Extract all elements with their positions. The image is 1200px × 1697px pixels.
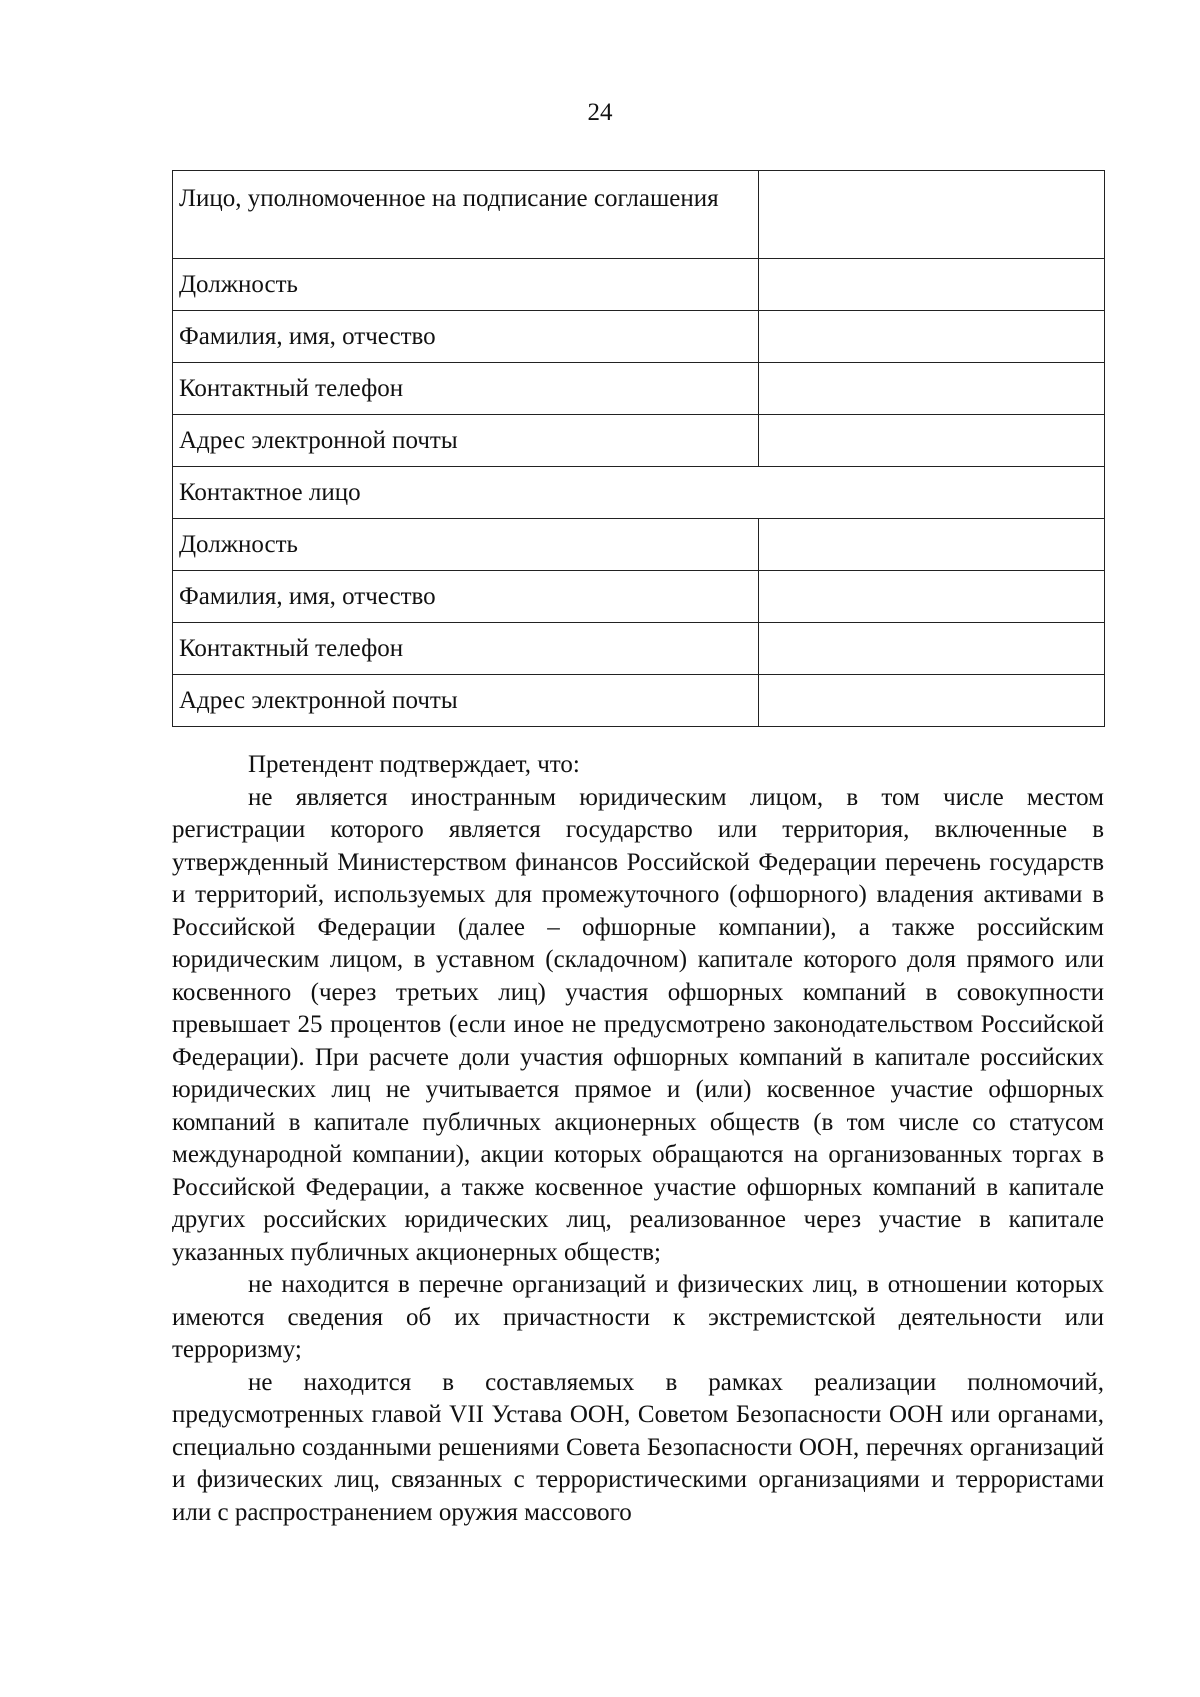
field-value-cell bbox=[759, 571, 1105, 623]
page-number: 24 bbox=[587, 99, 613, 126]
field-value-cell bbox=[759, 171, 1105, 259]
field-value-cell bbox=[759, 623, 1105, 675]
confirmation-paragraph: не находится в перечне организаций и физических лиц, в отношении которых имеются сведения об их причастности к экстремистской деятельности или терроризму; bbox=[172, 1271, 1104, 1363]
field-label-cell: Лицо, уполномоченное на подписание соглашения bbox=[173, 171, 759, 259]
field-value-cell bbox=[759, 415, 1105, 467]
field-value-cell bbox=[759, 311, 1105, 363]
table-row bbox=[173, 259, 1105, 311]
field-label-cell: Должность bbox=[173, 519, 759, 571]
field-label-cell: Адрес электронной почты bbox=[173, 675, 759, 727]
table-row bbox=[173, 171, 1105, 259]
field-label-cell: Адрес электронной почты bbox=[173, 415, 759, 467]
table-row bbox=[173, 519, 1105, 571]
table-row bbox=[173, 311, 1105, 363]
field-value-cell bbox=[759, 519, 1105, 571]
table-row bbox=[173, 675, 1105, 727]
field-value-cell bbox=[759, 259, 1105, 311]
confirmation-paragraph: не является иностранным юридическим лицом, в том числе местом регистрации которого является государство или территория, включенные в утвержденный Министерством финансов Российской Федерации перечень государств и территорий, используемых для промежуточного (офшорного) владения активами в Российской Федерации (далее – офшорные компании), а также российским юридическим лицом, в уставном (складочном) капитале которого доля прямого или косвенного (через третьих лиц) участия офшорных компаний в совокупности превышает 25 процентов (если иное не предусмотрено законодательством Российской Федерации). При расчете доли участия офшорных компаний в капитале российских юридических лиц не учитывается прямое и (или) косвенное участие офшорных компаний в капитале публичных акционерных обществ (в том числе со статусом международной компании), акции которых обращаются на организованных торгах в Российской Федерации, а также косвенное участие офшорных компаний в капитале других российских юридических лиц, реализованное через участие в капитале указанных публичных акционерных обществ; bbox=[172, 783, 1104, 1266]
field-label-cell: Фамилия, имя, отчество bbox=[173, 311, 759, 363]
table-row bbox=[173, 623, 1105, 675]
field-label-cell: Фамилия, имя, отчество bbox=[173, 571, 759, 623]
field-label-cell: Контактный телефон bbox=[173, 623, 759, 675]
table-row bbox=[173, 467, 1105, 519]
field-label-cell: Контактный телефон bbox=[173, 363, 759, 415]
confirmation-paragraph: не находится в составляемых в рамках реализации полномочий, предусмотренных главой VII Устава ООН, Советом Безопасности ООН или органами, специально созданными решениями Совета Безопасности ООН, перечнях организаций и физических лиц, связанных с террористическими организациями и террористами или с распространением оружия массового bbox=[172, 1368, 1104, 1526]
field-value-cell bbox=[759, 363, 1105, 415]
field-label-cell: Должность bbox=[173, 259, 759, 311]
intro-paragraph: Претендент подтверждает, что: bbox=[248, 751, 580, 778]
table-row bbox=[173, 363, 1105, 415]
contact-info-table bbox=[172, 170, 1105, 727]
section-header-cell: Контактное лицо bbox=[173, 467, 1105, 519]
table-body bbox=[173, 171, 1105, 727]
table-row bbox=[173, 571, 1105, 623]
table-row bbox=[173, 415, 1105, 467]
field-value-cell bbox=[759, 675, 1105, 727]
confirmation-text bbox=[172, 749, 1104, 1529]
